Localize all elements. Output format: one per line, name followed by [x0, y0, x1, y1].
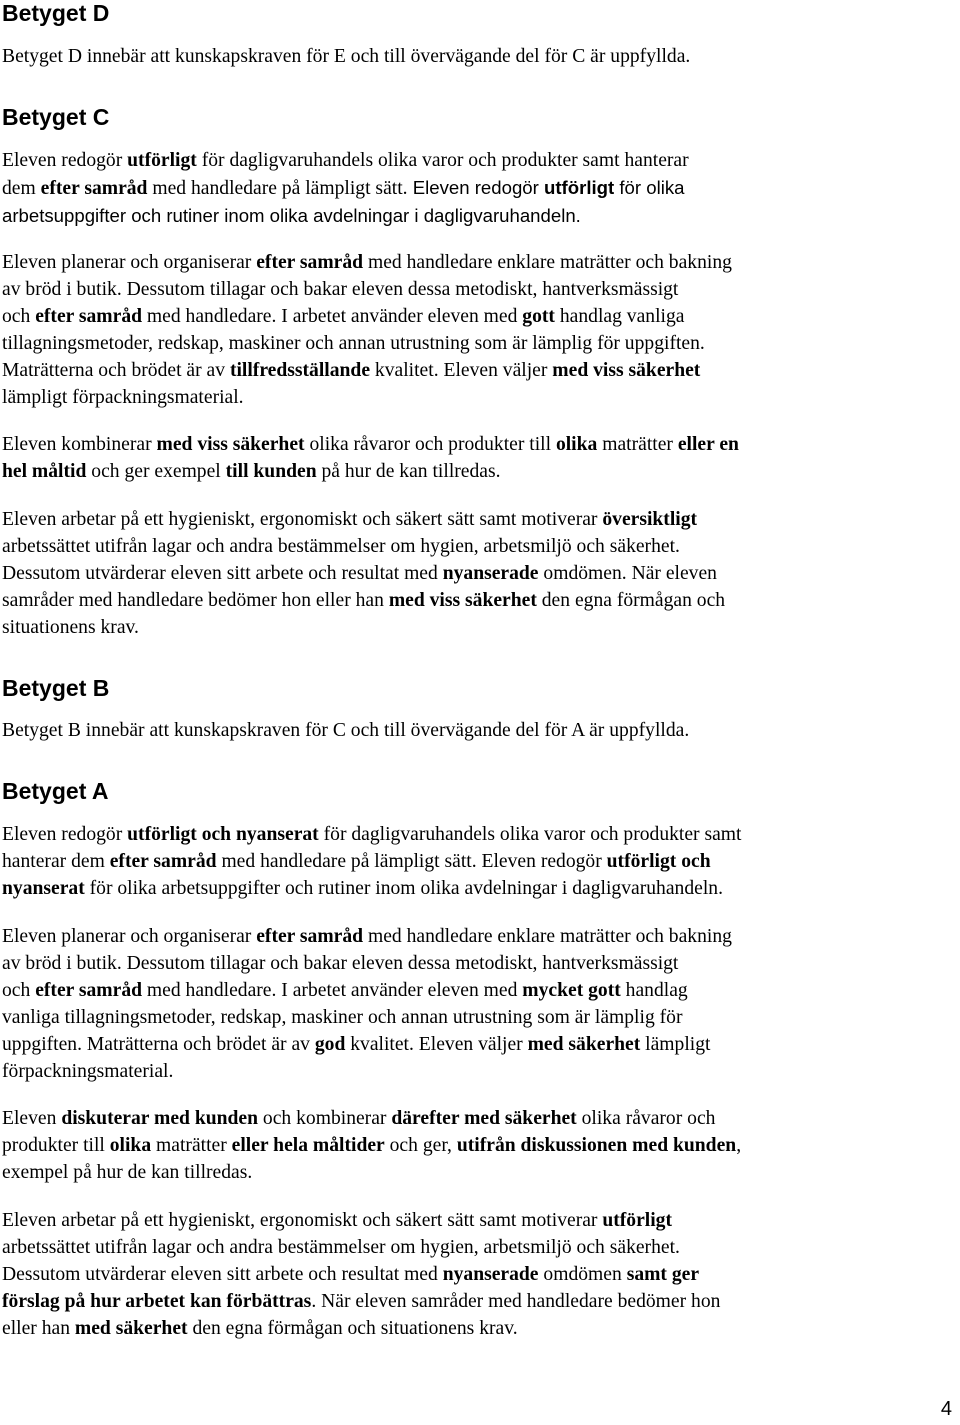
text-run: Eleven arbetar på ett hygieniskt, ergonomiskt och säkert sätt samt motiverar: [2, 1210, 603, 1231]
text-run: för dagligvaruhandels olika varor och produkter samt hanterar: [196, 150, 689, 171]
text-run: lämpligt förpackningsmaterial.: [2, 387, 244, 408]
text-run: eller han: [2, 1318, 75, 1339]
text-run: handlag: [620, 980, 688, 1001]
text-run: och: [2, 980, 36, 1001]
text-run: samråder med handledare bedömer hon eller han: [2, 590, 389, 611]
text-run: situationens krav.: [2, 617, 139, 638]
bold-text: gott: [522, 306, 555, 327]
text-run: av bröd i butik. Dessutom tillagar och bakar eleven dessa metodiskt, hantverksmässigt: [2, 953, 679, 974]
bold-text: efter samråd: [35, 306, 143, 327]
text-run: maträtter: [151, 1135, 232, 1156]
bold-text: utförligt och nyanserat: [127, 824, 319, 845]
bold-text: utförligt: [544, 177, 615, 198]
text-run: arbetssättet utifrån lagar och andra bestämmelser om hygien, arbetsmiljö och säkerhet.: [2, 1237, 680, 1258]
bold-text: efter samråd: [256, 252, 364, 273]
text-run: med handledare enklare maträtter och bakning: [363, 926, 732, 947]
bold-text: efter samråd: [109, 851, 217, 872]
bold-text: olika: [555, 434, 598, 455]
heading-betyget-c: Betyget C: [2, 104, 110, 130]
text-run: den egna förmågan och situationens krav.: [187, 1318, 518, 1339]
bold-text: eller en: [677, 434, 739, 455]
bold-text: översiktligt: [602, 509, 698, 530]
heading-betyget-a: Betyget A: [2, 778, 109, 804]
bold-text: olika: [109, 1135, 152, 1156]
text-run: maträtter: [597, 434, 678, 455]
paragraph: [2, 1207, 932, 1342]
bold-text: utförligt: [127, 150, 197, 171]
text-run: Eleven planerar och organiserar: [2, 926, 257, 947]
bold-text: utförligt och: [606, 851, 711, 872]
text-run: Eleven planerar och organiserar: [2, 252, 257, 273]
bold-text: därefter med säkerhet: [391, 1108, 577, 1129]
bold-text: med säkerhet: [74, 1318, 188, 1339]
text-run: arbetssättet utifrån lagar och andra bestämmelser om hygien, arbetsmiljö och säkerhet.: [2, 536, 680, 557]
bold-text: efter samråd: [40, 178, 148, 199]
text-run: olika råvaror och produkter till: [304, 434, 556, 455]
bold-text: med säkerhet: [527, 1034, 641, 1055]
text-run: Eleven redogör: [2, 150, 128, 171]
paragraph: [2, 431, 932, 485]
text-run: Eleven redogör: [2, 824, 128, 845]
text-run: Eleven redogör: [407, 177, 544, 198]
text-run: tillagningsmetoder, redskap, maskiner och annan utrustning som är lämplig för uppgiften.: [2, 333, 705, 354]
text-run: olika råvaror och: [576, 1108, 716, 1129]
heading-betyget-d: Betyget D: [2, 0, 110, 26]
paragraph: [2, 1105, 932, 1186]
text-run: för olika arbetsuppgifter och rutiner inom olika avdelningar i dagligvaruhandeln.: [84, 878, 723, 899]
bold-text: samt ger: [626, 1264, 700, 1285]
bold-text: förslag på hur arbetet kan förbättras: [2, 1291, 312, 1312]
heading-betyget-b: Betyget B: [2, 675, 110, 701]
text-run: Eleven kombinerar: [2, 434, 157, 455]
paragraph: [2, 821, 932, 902]
text-run: med handledare på lämpligt sätt. Eleven redogör: [216, 851, 607, 872]
bold-text: diskuterar med kunden: [61, 1108, 259, 1129]
text-run: kvalitet. Eleven väljer: [370, 360, 553, 381]
bold-text: god: [314, 1034, 346, 1055]
bold-text: hel måltid: [2, 461, 87, 482]
text-run: och ger,: [384, 1135, 457, 1156]
text-run: arbetsuppgifter och rutiner inom olika avdelningar i dagligvaruhandeln.: [2, 205, 581, 226]
text-run: med handledare enklare maträtter och bakning: [363, 252, 732, 273]
paragraph: [2, 506, 932, 641]
paragraph: [2, 147, 932, 230]
text-run: exempel på hur de kan tillredas.: [2, 1162, 253, 1183]
bold-text: till kunden: [225, 461, 317, 482]
text-run: på hur de kan tillredas.: [316, 461, 501, 482]
text-run: lämpligt: [640, 1034, 711, 1055]
text-run: Betyget B innebär att kunskapskraven för C och till övervägande del för A är uppfyllda.: [2, 720, 690, 741]
text-run: produkter till: [2, 1135, 110, 1156]
bold-text: utförligt: [602, 1210, 672, 1231]
text-run: vanliga tillagningsmetoder, redskap, maskiner och annan utrustning som är lämplig för: [2, 1007, 683, 1028]
text-run: för dagligvaruhandels olika varor och produkter samt: [318, 824, 742, 845]
paragraph: [2, 923, 932, 1085]
paragraph: [2, 249, 932, 411]
text-run: Dessutom utvärderar eleven sitt arbete och resultat med: [2, 1264, 443, 1285]
text-run: Maträtterna och brödet är av: [2, 360, 230, 381]
text-run: . När eleven samråder med handledare bedömer hon: [311, 1291, 721, 1312]
text-run: Eleven arbetar på ett hygieniskt, ergonomiskt och säkert sätt samt motiverar: [2, 509, 603, 530]
text-run: den egna förmågan och: [536, 590, 726, 611]
bold-text: utifrån diskussionen med kunden: [456, 1135, 737, 1156]
paragraph: [2, 43, 932, 70]
text-run: uppgiften. Maträtterna och brödet är av: [2, 1034, 315, 1055]
bold-text: med viss säkerhet: [388, 590, 537, 611]
text-run: förpackningsmaterial.: [2, 1061, 174, 1082]
text-run: av bröd i butik. Dessutom tillagar och bakar eleven dessa metodiskt, hantverksmässigt: [2, 279, 679, 300]
text-run: ,: [736, 1135, 742, 1156]
text-run: Dessutom utvärderar eleven sitt arbete och resultat med: [2, 563, 443, 584]
bold-text: nyanserat: [2, 878, 85, 899]
text-run: dem: [2, 178, 41, 199]
text-run: och: [2, 306, 36, 327]
text-run: hanterar dem: [2, 851, 110, 872]
text-run: kvalitet. Eleven väljer: [345, 1034, 528, 1055]
text-run: omdömen. När eleven: [538, 563, 717, 584]
bold-text: med viss säkerhet: [552, 360, 701, 381]
paragraph: [2, 717, 932, 744]
bold-text: nyanserade: [442, 563, 539, 584]
text-run: med handledare. I arbetet använder eleven med: [142, 980, 523, 1001]
text-run: för olika: [614, 177, 685, 198]
bold-text: efter samråd: [35, 980, 143, 1001]
text-run: handlag vanliga: [554, 306, 685, 327]
text-run: och ger exempel: [86, 461, 226, 482]
text-run: Betyget D innebär att kunskapskraven för E och till övervägande del för C är uppfyllda.: [2, 46, 691, 67]
text-run: med handledare. I arbetet använder eleven med: [142, 306, 523, 327]
text-run: Eleven: [2, 1108, 62, 1129]
bold-text: mycket gott: [522, 980, 621, 1001]
page-number: 4: [940, 1398, 952, 1420]
text-run: och kombinerar: [258, 1108, 392, 1129]
bold-text: eller hela måltider: [231, 1135, 385, 1156]
bold-text: tillfredsställande: [229, 360, 371, 381]
text-run: omdömen: [538, 1264, 627, 1285]
bold-text: efter samråd: [256, 926, 364, 947]
text-run: med handledare på lämpligt sätt.: [147, 178, 408, 199]
bold-text: med viss säkerhet: [156, 434, 305, 455]
bold-text: nyanserade: [442, 1264, 539, 1285]
